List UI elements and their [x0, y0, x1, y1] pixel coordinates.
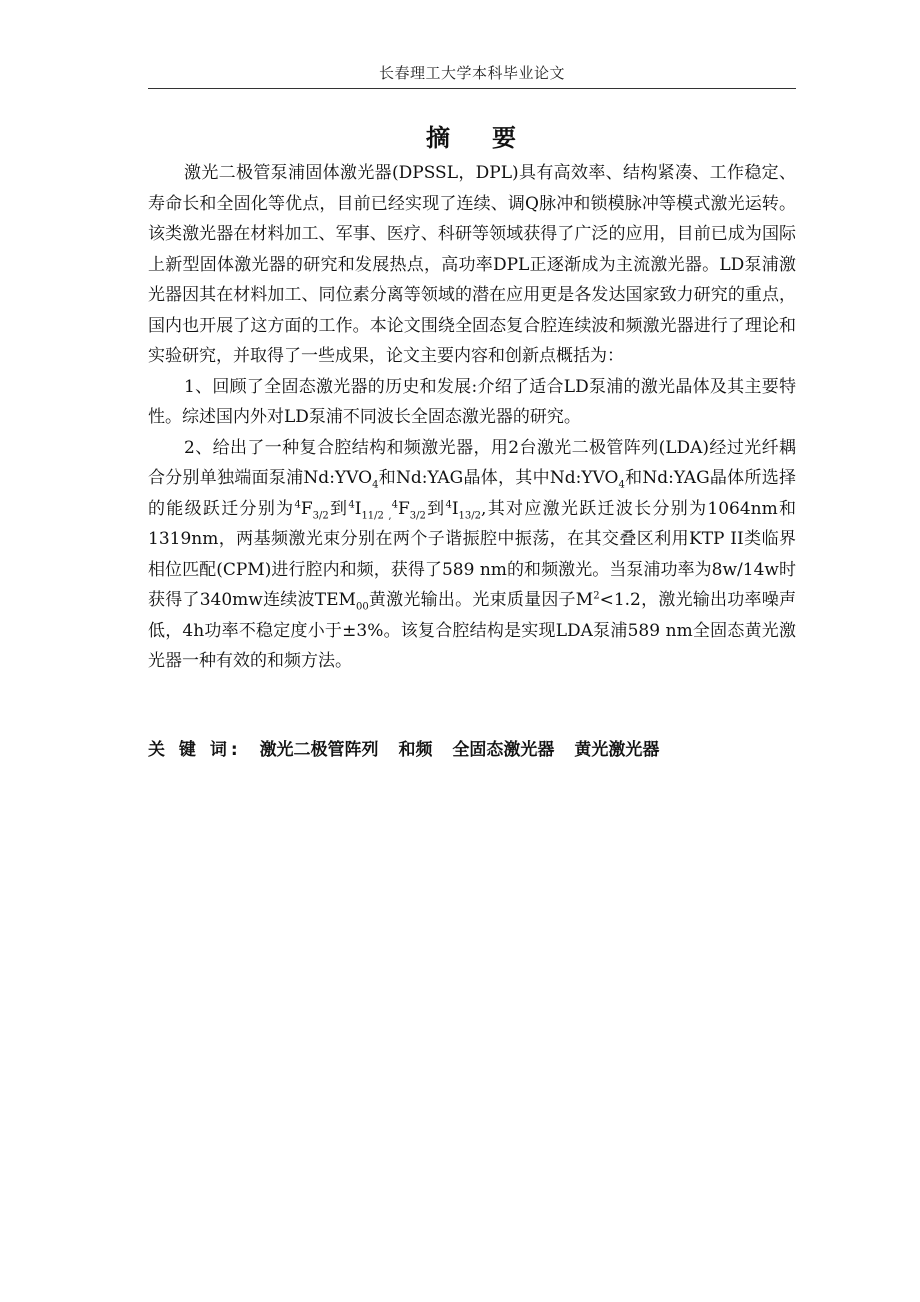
header-rule: [148, 88, 796, 89]
title-char-left: 摘: [426, 124, 452, 152]
keyword-item: 黄光激光器: [574, 740, 660, 760]
p3-subscript: 00: [355, 601, 369, 613]
p3-text: <1.2，激光输出功率噪声低，4h功率不稳定度小于±3%。该复合腔结构是实现LDA泵浦589 nm全固态黄光激光器一种有效的和频方法。: [148, 590, 797, 671]
abstract-title: [148, 118, 796, 153]
p3-subscript: 3/2: [312, 509, 329, 521]
p3-subscript: 4: [372, 479, 379, 491]
p3-superscript: 4: [445, 498, 452, 510]
keyword-item: 全固态激光器: [452, 740, 555, 760]
keywords-label: 关 键 词:: [148, 740, 242, 760]
p3-text: I: [354, 498, 362, 519]
p3-superscript: 2: [593, 590, 600, 602]
abstract-paragraph-3: [148, 433, 796, 677]
p3-text: 和Nd:YAG晶体，其中Nd:YVO: [378, 468, 619, 488]
keyword-item: 激光二极管阵列: [259, 740, 379, 760]
p3-text: F: [397, 498, 410, 519]
p3-superscript: 4: [294, 498, 301, 510]
p3-text: 和Nd:YAG晶体所选择的能级跃迁分别为: [148, 468, 796, 519]
p3-text: ,其对应激光跃迁波长分别为1064nm和1319nm，两基频激光束分别在两个子谐振腔中振荡，在其交叠区利用KTP II类临界相位匹配(CPM)进行腔内和频，获得了589 nm的和频激光。当泵浦功率为8w/14w时获得了340mw连续波TEM: [148, 498, 797, 610]
p3-subscript: 4: [618, 479, 625, 491]
p3-text: 2、给出了一种复合腔结构和频激光器，用2台激光二极管阵列(LDA)经过光纤耦合分别单独端面泵浦Nd:YVO: [148, 437, 796, 488]
p3-text: I: [451, 498, 459, 519]
abstract-paragraph-2: 1、回顾了全固态激光器的历史和发展:介绍了适合LD泵浦的激光晶体及其主要特性。综述国内外对LD泵浦不同波长全固态激光器的研究。: [148, 376, 796, 427]
p3-text: 到: [328, 498, 349, 519]
p3-text: 黄激光输出。光束质量因子M: [368, 590, 594, 610]
p3-superscript: 4: [391, 498, 398, 510]
p3-subscript: 3/2: [409, 509, 426, 521]
running-header: 长春理工大学本科毕业论文: [378, 64, 565, 82]
abstract-body: [148, 158, 796, 677]
abstract-paragraph-1: 激光二极管泵浦固体激光器(DPSSL，DPL)具有高效率、结构紧凑、工作稳定、寿命长和全固化等优点，目前已经实现了连续、调Q脉冲和锁模脉冲等模式激光运转。该类激光器在材料加工、军事、医疗、科研等领域获得了广泛的应用，目前已成为国际上新型固体激光器的研究和发展热点，高功率DPL正逐渐成为主流激光器。LD泵浦激光器因其在材料加工、同位素分离等领域的潜在应用更是各发达国家致力研究的重点，国内也开展了这方面的工作。本论文围绕全固态复合腔连续波和频激光器进行了理论和实验研究，并取得了一些成果，论文主要内容和创新点概括为：: [148, 163, 796, 366]
p3-text: F: [300, 498, 313, 519]
p3-subscript: 11/2 ,: [361, 509, 392, 521]
keyword-item: 和频: [398, 740, 433, 760]
title-char-right: 要: [492, 124, 518, 152]
keywords-line: [148, 735, 796, 760]
p3-subscript: 13/2: [458, 509, 482, 521]
p3-text: 到: [425, 498, 446, 519]
p3-superscript: 4: [348, 498, 355, 510]
